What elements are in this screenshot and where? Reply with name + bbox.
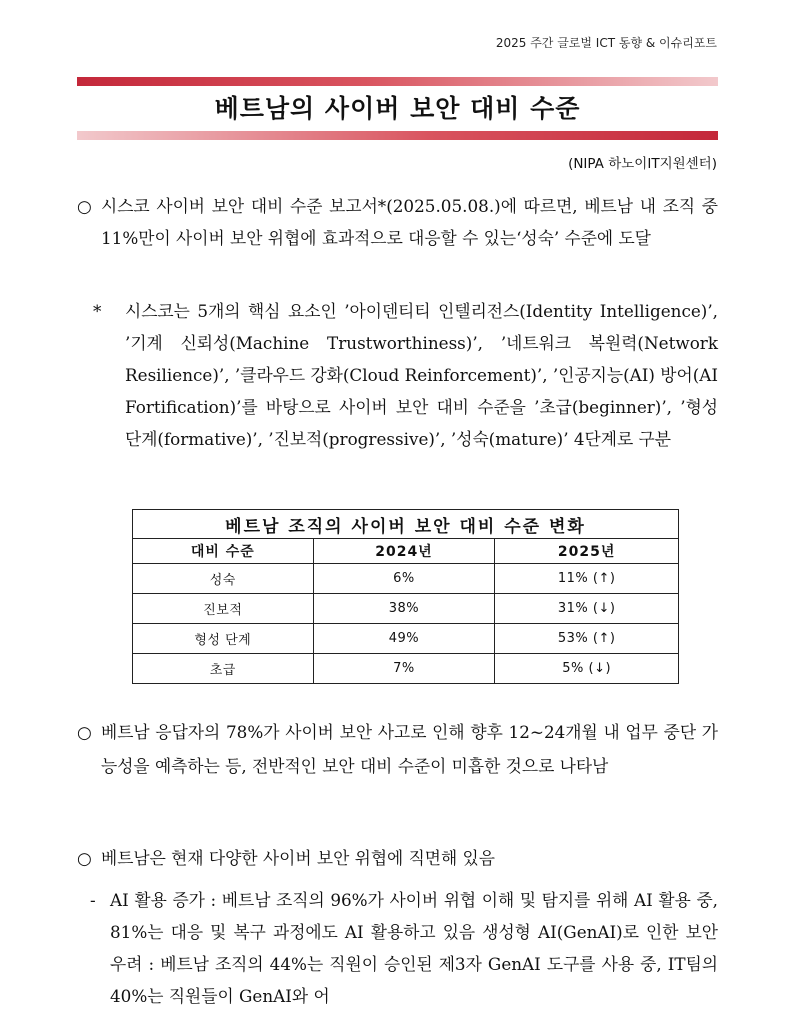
paragraph-cisco-report <box>77 190 718 254</box>
table-row <box>133 564 679 594</box>
cell-2024: 7% <box>313 654 495 684</box>
title-bottom-bar <box>77 131 718 140</box>
cell-2025: 5% (↓) <box>495 654 679 684</box>
footnote-asterisk: * <box>93 301 102 321</box>
footnote-text: 시스코는 5개의 핵심 요소인 ’아이덴티티 인텔리전스(Identity Intelligence)’, ’기계 신뢰성(Machine Trustworthiness)’, ’네트워크 복원력(Network Resilience)’, ’클라우드 강화(Cloud Reinforcement)’, ’인공지능(AI) 방어(AI Fortification)’를 바탕으로 사이버 보안 대비 수준을 ’초급(beginner)’, ’형성 단계(formative)’, ’진보적(progressive)’, ’성숙(mature)’ 4단계로 구분 <box>125 301 718 449</box>
table-row <box>133 594 679 624</box>
cell-level: 초급 <box>133 654 314 684</box>
cell-2025: 11% (↑) <box>495 564 679 594</box>
title-top-bar <box>77 77 718 86</box>
readiness-table <box>132 509 679 684</box>
paragraph-text: 베트남 응답자의 78%가 사이버 보안 사고로 인해 향후 12~24개월 내 업무 중단 가능성을 예측하는 등, 전반적인 보안 대비 수준이 미흡한 것으로 나타남 <box>101 722 718 776</box>
paragraph-text: 시스코 사이버 보안 대비 수준 보고서*(2025.05.08.)에 따르면, 베트남 내 조직 중 11%만이 사이버 보안 위협에 효과적으로 대응할 수 있는‘성숙’ 수준에 도달 <box>101 196 718 248</box>
bullet-circle: ○ <box>77 848 92 868</box>
source-attribution: (NIPA 하노이IT지원센터) <box>568 156 717 172</box>
sub-item-text: AI 활용 증가 : 베트남 조직의 96%가 사이버 위협 이해 및 탐지를 위해 AI 활용 중, 81%는 대응 및 복구 과정에도 AI 활용하고 있음 생성형 AI(GenAI)로 인한 보안 우려 : 베트남 조직의 44%는 직원이 승인된 제3자 GenAI 도구를 사용 중, IT팀의 40%는 직원들이 GenAI와 어 <box>110 890 718 1006</box>
cell-level: 형성 단계 <box>133 624 314 654</box>
footnote-cisco-framework <box>93 295 718 455</box>
cell-2024: 49% <box>313 624 495 654</box>
paragraph-threats <box>77 842 718 874</box>
dash-marker: - <box>90 890 96 910</box>
cell-level: 성숙 <box>133 564 314 594</box>
bullet-circle: ○ <box>77 722 92 742</box>
column-header-2025: 2025년 <box>495 539 679 564</box>
column-header-2024: 2024년 <box>313 539 495 564</box>
cell-2025: 31% (↓) <box>495 594 679 624</box>
paragraph-text: 베트남은 현재 다양한 사이버 보안 위협에 직면해 있음 <box>101 848 495 868</box>
cell-2024: 6% <box>313 564 495 594</box>
table-caption: 베트남 조직의 사이버 보안 대비 수준 변화 <box>133 510 679 539</box>
cell-2025: 53% (↑) <box>495 624 679 654</box>
sub-item-ai-usage <box>90 884 718 1012</box>
paragraph-respondents <box>77 715 718 783</box>
report-series-label: 2025 주간 글로벌 ICT 동향 & 이슈리포트 <box>495 36 717 50</box>
bullet-circle: ○ <box>77 196 92 216</box>
table-row <box>133 624 679 654</box>
cell-level: 진보적 <box>133 594 314 624</box>
table-row <box>133 654 679 684</box>
column-header-level: 대비 수준 <box>133 539 314 564</box>
cell-2024: 38% <box>313 594 495 624</box>
page-title: 베트남의 사이버 보안 대비 수준 <box>214 94 581 123</box>
